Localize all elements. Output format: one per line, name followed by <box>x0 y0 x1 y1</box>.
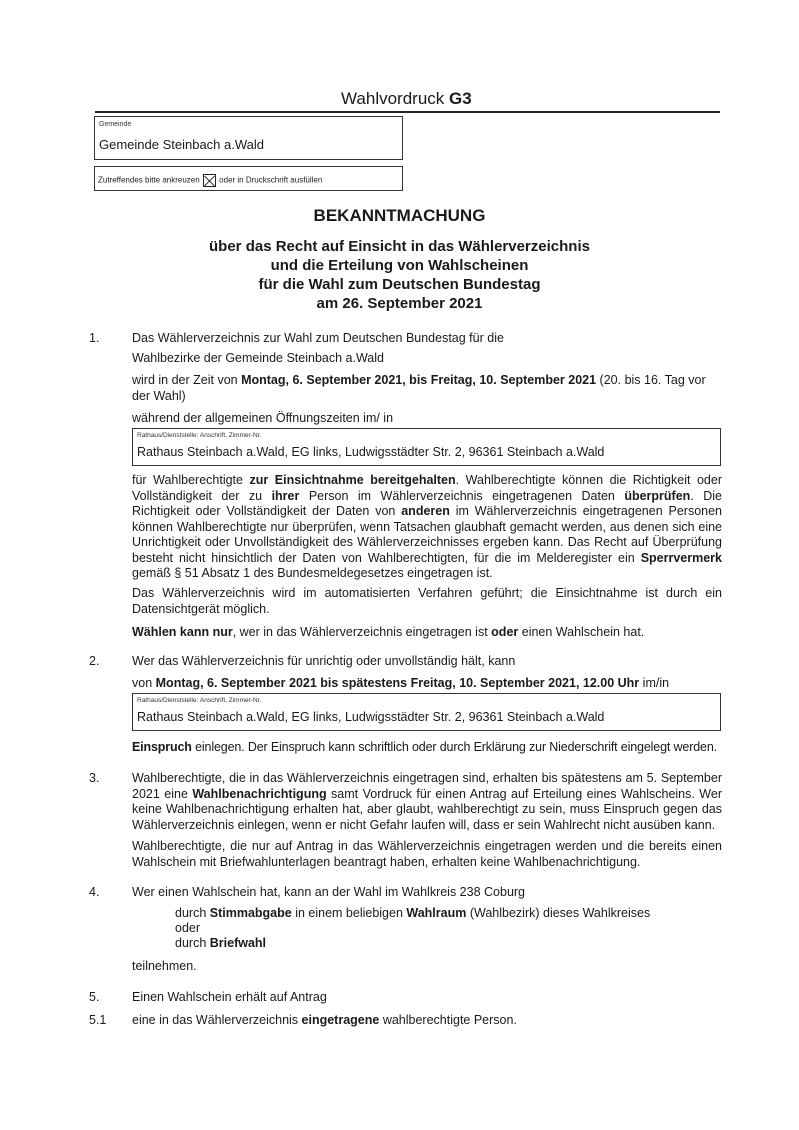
section-3-paragraph-1 <box>132 771 722 833</box>
section-1-number: 1. <box>89 331 100 345</box>
section-1-period-post: (20. bis 16. Tag vor der Wahl) <box>132 373 706 403</box>
section-1-paragraph-1 <box>132 473 722 582</box>
section-2-address-value[interactable]: Rathaus Steinbach a.Wald, EG links, Ludwigsstädter Str. 2, 96361 Steinbach a.Wald <box>137 710 605 724</box>
section-1-address-label: Rathaus/Dienststelle: Anschrift, Zimmer-Nr. <box>137 432 262 439</box>
section-1-address-value[interactable]: Rathaus Steinbach a.Wald, EG links, Ludwigsstädter Str. 2, 96361 Steinbach a.Wald <box>137 445 605 459</box>
s3-p1-a: Wahlberechtigte, die in das Wählerverzeichnis eingetragen sind, erhalten bis spätestens am 5. September 2021 eine <box>132 771 722 801</box>
s1-p1-h: anderen <box>401 504 450 518</box>
s2-l3-a: Einspruch <box>132 740 192 754</box>
section-1-paragraph-3 <box>132 625 722 641</box>
section-1-period <box>132 373 724 404</box>
section-5-number: 5. <box>89 990 100 1004</box>
gemeinde-label: Gemeinde <box>99 121 132 128</box>
s3-p1-b: Wahlbenachrichtigung <box>192 786 327 801</box>
checkbox-x-icon <box>203 174 216 187</box>
form-label: Wahlvordruck <box>341 89 445 108</box>
s1-p3-c: oder <box>491 625 519 639</box>
s4-l4-a: durch <box>175 936 210 950</box>
gemeinde-box <box>94 116 403 160</box>
notice-subtitle-1: über das Recht auf Einsicht in das Wählerverzeichnis <box>209 238 590 255</box>
s3-p1-c: samt Vordruck für einen Antrag auf Erteilung eines Wahlscheins. Wer keine Wahlbenachrichtigung erhalten hat, aber glaubt, wahlberechtigt zu sein, muss Einspruch gegen das Wählerverzeichnis einlegen, wenn er nicht Gefahr laufen will, dass er sein Wahlrecht nicht ausüben kann. <box>132 786 722 832</box>
s1-p1-j: Sperrvermerk <box>640 550 722 565</box>
s1-p1-f: überprüfen <box>624 488 691 503</box>
s51-l1-a: eine in das Wählerverzeichnis <box>132 1013 302 1027</box>
section-4-line-1: Wer einen Wahlschein hat, kann an der Wahl im Wahlkreis 238 Coburg <box>132 885 526 899</box>
section-1-period-pre: wird in der Zeit von <box>132 373 242 387</box>
s1-p1-b: zur Einsichtnahme bereitgehalten <box>249 473 456 487</box>
instruction-text-before: Zutreffendes bitte ankreuzen <box>98 175 200 185</box>
section-2-address-label: Rathaus/Dienststelle: Anschrift, Zimmer-Nr. <box>137 697 262 704</box>
section-4-number: 4. <box>89 885 100 899</box>
instruction-text-after: oder in Druckschrift ausfüllen <box>219 175 323 185</box>
s1-p3-b: , wer in das Wählerverzeichnis eingetragen ist <box>232 625 492 639</box>
instruction-box <box>94 166 403 191</box>
notice-subtitle-3: für die Wahl zum Deutschen Bundestag <box>258 276 541 293</box>
s1-p1-e: Person im Wählerverzeichnis eingetragenen Daten <box>299 488 625 503</box>
form-title <box>341 89 472 109</box>
s1-p1-k: gemäß § 51 Absatz 1 des Bundesmeldegesetzes eingetragen ist. <box>132 566 493 580</box>
s1-p1-g: . Die Richtigkeit oder Vollständigkeit der Daten von <box>132 488 723 518</box>
s1-p1-d: ihrer <box>271 488 300 503</box>
section-3-paragraph-2: Wahlberechtigte, die nur auf Antrag in das Wählerverzeichnis eingetragen werden und die bereits einen Wahlschein mit Briefwahlunterlagen beantragt haben, erhalten keine Wahlbenachrichtigung. <box>132 839 722 869</box>
s1-p3-d: einen Wahlschein hat. <box>518 625 645 639</box>
section-3-number: 3. <box>89 771 100 785</box>
s4-l2-b: Stimmabgabe <box>209 906 292 920</box>
section-1-line-2: Wahlbezirke der Gemeinde Steinbach a.Wald <box>132 351 384 365</box>
s2-l2-b: Montag, 6. September 2021 bis spätestens Freitag, 10. September 2021, 12.00 Uhr <box>155 676 640 690</box>
section-4-option-ballot <box>175 906 650 922</box>
section-2-period <box>132 676 722 692</box>
gemeinde-value[interactable]: Gemeinde Steinbach a.Wald <box>99 137 265 152</box>
instruction-text <box>98 174 322 187</box>
section-5-line-1: Einen Wahlschein erhält auf Antrag <box>132 990 327 1004</box>
section-1-paragraph-2: Das Wählerverzeichnis wird im automatisierten Verfahren geführt; die Einsichtnahme ist durch ein Datensichtgerät möglich. <box>132 586 722 616</box>
notice-subtitle-2: und die Erteilung von Wahlscheinen <box>270 257 529 274</box>
section-1-line-4: während der allgemeinen Öffnungszeiten im/ in <box>132 411 394 425</box>
section-4-option-postal <box>175 936 266 952</box>
s2-l2-c: im/in <box>639 676 670 690</box>
s1-p1-a: für Wahlberechtigte <box>132 473 250 487</box>
section-2-address-box <box>132 693 721 731</box>
notice-heading: BEKANNTMACHUNG <box>313 206 486 225</box>
s51-l1-c: wahlberechtigte Person. <box>379 1013 517 1027</box>
s2-l3-b: einlegen. Der Einspruch kann schriftlich oder durch Erklärung zur Niederschrift eingelegt werden. <box>191 740 717 754</box>
section-4-participate: teilnehmen. <box>132 959 197 973</box>
header-divider <box>95 111 720 113</box>
s1-p1-c: . Wahlberechtigte können die Richtigkeit oder Vollständigkeit der zu <box>132 473 722 503</box>
s1-p3-a: Wählen kann nur <box>132 625 233 639</box>
s4-l4-b: Briefwahl <box>209 936 267 950</box>
s4-l2-e: (Wahlbezirk) dieses Wahlkreises <box>466 906 651 920</box>
section-2-number: 2. <box>89 654 100 668</box>
s4-l2-d: Wahlraum <box>406 906 467 920</box>
s4-l2-c: in einem beliebigen <box>291 906 407 920</box>
s51-l1-b: eingetragene <box>301 1013 380 1027</box>
section-1-period-dates: Montag, 6. September 2021, bis Freitag, 10. September 2021 <box>241 373 597 387</box>
section-5-1-line-1 <box>132 1013 722 1029</box>
section-5-1-number: 5.1 <box>89 1013 107 1027</box>
s1-p1-i: im Wählerverzeichnis eingetragenen Personen können Wahlberechtigte nur überprüfen, wenn Tatsachen glaubhaft gemacht werden, aus denen sich eine Unrichtigkeit oder Unvollständigkeit des Wählerverzeichnisses ergeben kann. Das Recht auf Überprüfung besteht nicht hinsichtlich der Daten von Wahlberechtigten, für die im Melderegister ein <box>132 504 722 565</box>
section-4-or: oder <box>175 921 201 935</box>
section-2-line-1: Wer das Wählerverzeichnis für unrichtig oder unvollständig hält, kann <box>132 654 516 668</box>
section-2-objection <box>132 740 727 756</box>
section-1-address-box <box>132 428 721 466</box>
notice-subtitle-4: am 26. September 2021 <box>316 295 483 312</box>
s4-l2-a: durch <box>175 906 210 920</box>
section-1-line-1: Das Wählerverzeichnis zur Wahl zum Deutschen Bundestag für die <box>132 331 504 345</box>
form-code: G3 <box>449 89 472 108</box>
s2-l2-a: von <box>132 676 156 690</box>
